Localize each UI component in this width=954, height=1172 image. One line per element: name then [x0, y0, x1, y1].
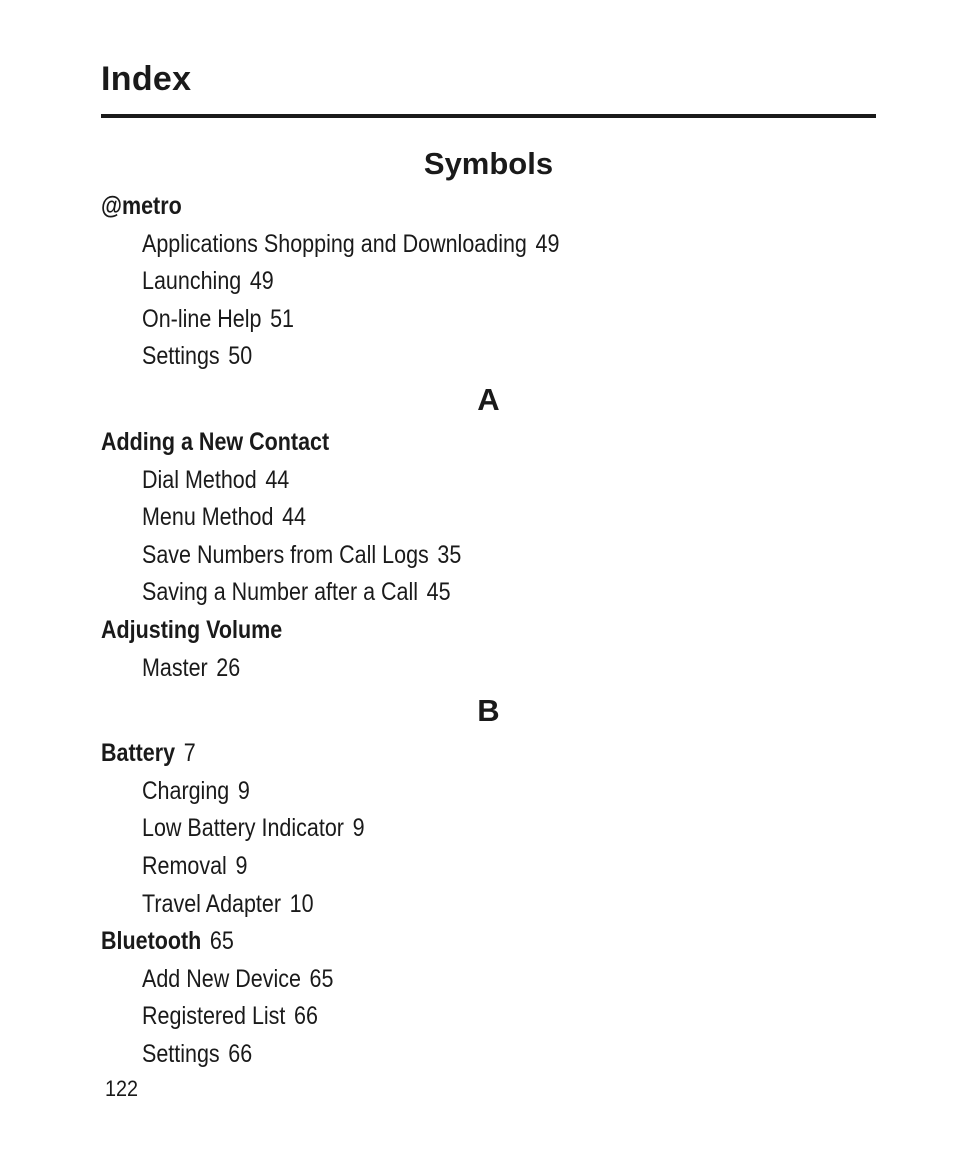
- index-content: [101, 140, 876, 1073]
- index-subentry: [101, 1036, 876, 1074]
- subentry-page: 9: [235, 851, 248, 880]
- subentry-text: Low Battery Indicator: [142, 814, 344, 843]
- subentry-text: Save Numbers from Call Logs: [142, 540, 429, 569]
- subentry-page: 9: [237, 776, 250, 805]
- subentry-text: Settings: [142, 1039, 220, 1068]
- entry-term: Bluetooth: [101, 927, 202, 956]
- index-subentry: [101, 650, 876, 688]
- subentry-text: Master: [142, 653, 208, 682]
- subentry-text: Applications Shopping and Downloading: [142, 229, 527, 258]
- index-subentry: [101, 499, 876, 537]
- subentry-page: 44: [265, 465, 290, 494]
- section-heading-symbols: Symbols: [423, 146, 554, 181]
- index-subentry: [101, 810, 876, 848]
- index-subentry: [101, 462, 876, 500]
- subentry-page: 50: [228, 342, 253, 371]
- subentry-page: 49: [249, 267, 274, 296]
- subentry-text: Dial Method: [142, 465, 257, 494]
- subentry-page: 9: [352, 814, 365, 843]
- subentry-text: Registered List: [142, 1002, 286, 1031]
- subentry-text: Removal: [142, 851, 227, 880]
- index-entry: [101, 735, 768, 773]
- subentry-page: 49: [535, 229, 560, 258]
- entry-term: Adjusting Volume: [101, 615, 283, 644]
- subentry-text: Charging: [142, 776, 230, 805]
- subentry-text: Menu Method: [142, 503, 274, 532]
- section-heading-a: A: [477, 381, 500, 417]
- title-divider: [101, 114, 876, 118]
- index-entry: [101, 424, 768, 462]
- section-heading-b: B: [477, 693, 500, 729]
- entry-page: 7: [183, 739, 196, 768]
- entry-term: Battery: [101, 739, 176, 768]
- subentry-text: Saving a Number after a Call: [142, 578, 419, 607]
- subentry-text: On-line Help: [142, 304, 262, 333]
- subentry-page: 45: [426, 578, 451, 607]
- index-subentry: [101, 537, 876, 575]
- subentry-text: Add New Device: [142, 964, 301, 993]
- index-subentry: [101, 848, 876, 886]
- index-subentry: [101, 226, 876, 264]
- index-subentry: [101, 886, 876, 924]
- subentry-page: 66: [294, 1002, 318, 1031]
- index-subentry: [101, 961, 876, 999]
- subentry-text: Settings: [142, 342, 220, 371]
- index-entry: [101, 612, 768, 650]
- subentry-text: Launching: [142, 267, 242, 296]
- subentry-text: Travel Adapter: [142, 889, 282, 918]
- index-entry: [101, 188, 768, 226]
- entry-term: Adding a New Contact: [101, 427, 330, 456]
- subentry-page: 35: [437, 540, 462, 569]
- index-subentry: [101, 338, 876, 376]
- page-title: Index: [101, 60, 192, 98]
- page-number: 122: [105, 1076, 139, 1101]
- index-subentry: [101, 998, 876, 1036]
- index-subentry: [101, 574, 876, 612]
- entry-page: 65: [209, 927, 234, 956]
- entry-term: @metro: [101, 192, 182, 220]
- subentry-page: 10: [289, 889, 314, 918]
- subentry-page: 66: [228, 1039, 253, 1068]
- index-subentry: [101, 773, 876, 811]
- subentry-page: 44: [282, 503, 306, 532]
- subentry-page: 51: [270, 304, 295, 333]
- index-subentry: [101, 301, 876, 339]
- subentry-page: 65: [309, 964, 334, 993]
- index-subentry: [101, 263, 876, 301]
- subentry-page: 26: [216, 653, 241, 682]
- index-entry: [101, 923, 768, 961]
